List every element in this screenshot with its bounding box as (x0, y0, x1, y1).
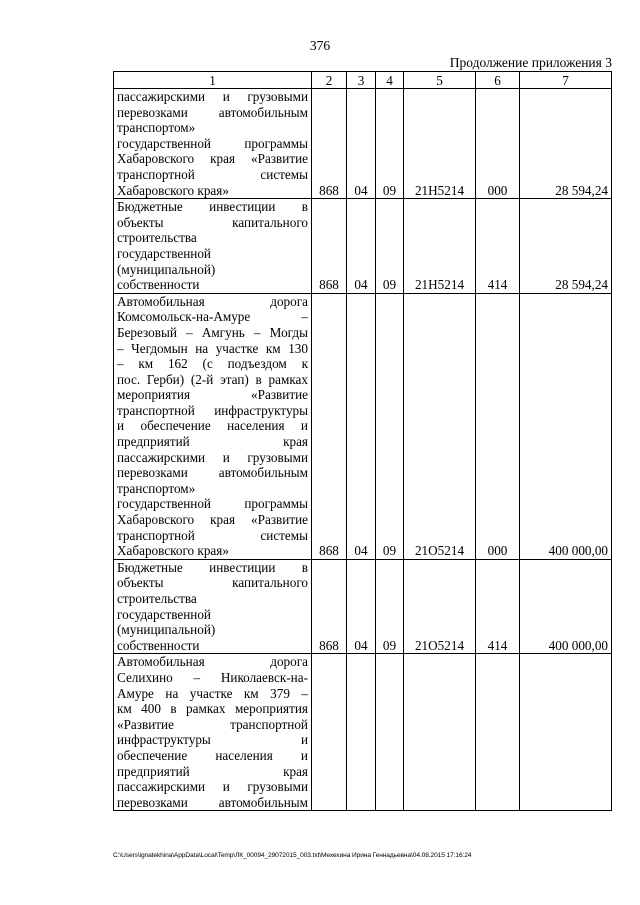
amount-cell: 400 000,00 (520, 293, 612, 559)
amount-cell: 400 000,00 (520, 559, 612, 654)
table-row (114, 89, 612, 199)
section-code-cell: 04 (347, 89, 376, 199)
file-path-footer: C:\Users\ignatekhina\AppData\Local\Temp\ЛК_00094_29072015_003.txt\Мехехина Ирина Геннадьевна\04.08.2015 17:16:24 (113, 852, 472, 859)
subsection-code-cell: 09 (376, 293, 404, 559)
row-name-line: объекты капитального (117, 214, 308, 230)
target-article-cell: 21О5214 (404, 293, 476, 559)
row-name-line: перевозками автомобильным (117, 794, 308, 810)
target-article-cell: 21О5214 (404, 559, 476, 654)
column-header: 7 (520, 72, 612, 89)
expense-type-cell: 000 (476, 89, 520, 199)
table-row (114, 654, 612, 811)
ministry-code-cell (312, 654, 347, 811)
row-name-line: Хабаровского края «Развитие (117, 151, 308, 167)
row-name-cell (114, 199, 312, 294)
column-header: 6 (476, 72, 520, 89)
row-name-line: транспортной системы (117, 527, 308, 543)
row-name-line: – Чегдомын на участке км 130 (117, 340, 308, 356)
row-name-line: Автомобильная дорога (117, 293, 308, 309)
row-name-line: объекты капитального (117, 575, 308, 591)
expense-type-cell: 000 (476, 293, 520, 559)
row-name-line: Хабаровского края «Развитие (117, 512, 308, 528)
column-header: 4 (376, 72, 404, 89)
section-code-cell: 04 (347, 293, 376, 559)
amount-cell (520, 654, 612, 811)
row-name-line: Комсомольск-на-Амуре – (117, 309, 308, 325)
row-name-line: Селихино – Николаевск-на- (117, 669, 308, 685)
row-name-line: строительства (117, 591, 197, 606)
expense-type-cell: 414 (476, 559, 520, 654)
row-name-line: и обеспечение населения и (117, 418, 308, 434)
row-name-line: – км 162 (с подъездом к (117, 356, 308, 372)
row-name-line: пассажирскими и грузовыми (117, 89, 308, 104)
page-number: 376 (309, 38, 331, 53)
table-row (114, 199, 612, 294)
expense-type-cell: 414 (476, 199, 520, 294)
row-name-line: инфраструктуры и (117, 732, 308, 748)
row-name-line: строительства (117, 230, 197, 246)
row-name-line: мероприятия «Развитие (117, 387, 308, 403)
row-name-line: собственности (117, 637, 200, 653)
ministry-code-cell: 868 (312, 293, 347, 559)
section-code-cell: 04 (347, 199, 376, 294)
row-name-line: пассажирскими и грузовыми (117, 449, 308, 465)
column-header: 1 (114, 72, 312, 89)
subsection-code-cell: 09 (376, 89, 404, 199)
amount-cell: 28 594,24 (520, 89, 612, 199)
ministry-code-cell: 868 (312, 559, 347, 654)
column-header: 3 (347, 72, 376, 89)
row-name-line: км 400 в рамках мероприятия (117, 701, 308, 717)
row-name-line: транспортной инфраструктуры (117, 402, 308, 418)
column-header: 5 (404, 72, 476, 89)
row-name-line: Хабаровского края» (117, 182, 229, 198)
column-header: 2 (312, 72, 347, 89)
row-name-line: Бюджетные инвестиции в (117, 559, 308, 575)
row-name-line: государственной (117, 245, 211, 261)
row-name-line: государственной программы (117, 135, 308, 151)
row-name-line: Хабаровского края» (117, 543, 229, 559)
row-name-line: Бюджетные инвестиции в (117, 199, 308, 215)
continuation-label: Продолжение приложения 3 (449, 55, 612, 70)
ministry-code-cell: 868 (312, 199, 347, 294)
row-name-line: перевозками автомобильным (117, 465, 308, 481)
row-name-line: предприятий края (117, 763, 308, 779)
row-name-line: (муниципальной) (117, 261, 216, 277)
row-name-line: Амуре на участке км 379 – (117, 685, 308, 701)
row-name-line: транспортной системы (117, 166, 308, 182)
section-code-cell: 04 (347, 559, 376, 654)
section-code-cell (347, 654, 376, 811)
row-name-cell (114, 559, 312, 654)
row-name-cell (114, 654, 312, 811)
row-name-line: транспортом» (117, 480, 196, 496)
row-name-line: Березовый – Амгунь – Могды (117, 324, 308, 340)
row-name-line: пассажирскими и грузовыми (117, 779, 308, 795)
row-name-line: предприятий края (117, 434, 308, 450)
subsection-code-cell (376, 654, 404, 811)
ministry-code-cell: 868 (312, 89, 347, 199)
target-article-cell (404, 654, 476, 811)
row-name-line: государственной (117, 606, 211, 622)
budget-table (113, 71, 612, 811)
table-row (114, 559, 612, 654)
row-name-line: обеспечение населения и (117, 747, 308, 763)
subsection-code-cell: 09 (376, 559, 404, 654)
amount-cell: 28 594,24 (520, 199, 612, 294)
row-name-line: государственной программы (117, 496, 308, 512)
table-row (114, 293, 612, 559)
header-row (114, 72, 612, 89)
row-name-line: пос. Герби) (2-й этап) в рамках (117, 371, 308, 387)
target-article-cell: 21Н5214 (404, 199, 476, 294)
row-name-cell (114, 293, 312, 559)
row-name-cell (114, 89, 312, 199)
row-name-line: Автомобильная дорога (117, 654, 308, 670)
row-name-line: транспортом» (117, 120, 196, 136)
row-name-line: перевозками автомобильным (117, 104, 308, 120)
row-name-line: (муниципальной) (117, 622, 216, 638)
row-name-line: «Развитие транспортной (117, 716, 308, 732)
target-article-cell: 21Н5214 (404, 89, 476, 199)
subsection-code-cell: 09 (376, 199, 404, 294)
expense-type-cell (476, 654, 520, 811)
row-name-line: собственности (117, 277, 200, 293)
